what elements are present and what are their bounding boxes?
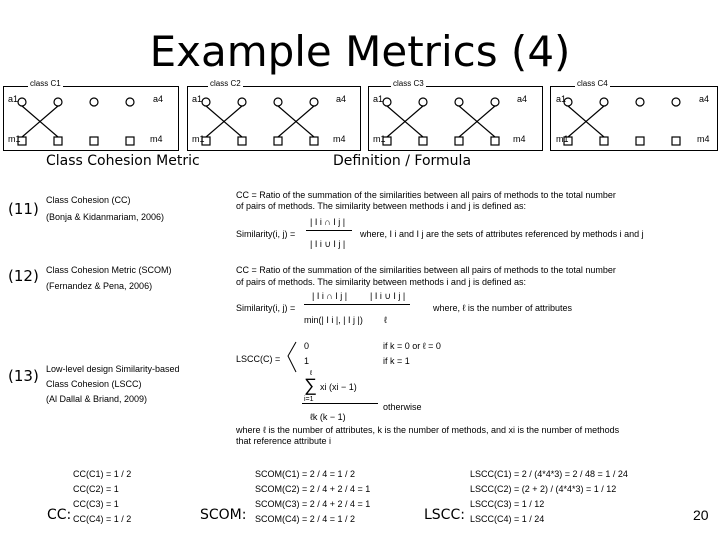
method-label-m1: m1 (373, 134, 386, 144)
method-label-m4: m4 (697, 134, 710, 144)
sum-lower: i=1 (304, 396, 314, 403)
result-value: LSCC(C1) = 2 / (4*4*3) = 2 / 48 = 1 / 24 (470, 469, 628, 479)
definition-line: CC = Ratio of the summation of the similarities between all pairs of methods to the total number (236, 265, 616, 275)
result-value: CC(C3) = 1 (73, 499, 119, 509)
scom-result-label: SCOM: (200, 507, 247, 523)
formula-where: where ℓ is the number of attributes, k is the number of methods, and xi is the number of methods (236, 425, 620, 435)
result-value: CC(C2) = 1 (73, 484, 119, 494)
result-value: SCOM(C4) = 2 / 4 = 1 / 2 (255, 514, 356, 524)
formula-where: where, ℓ is the number of attributes (433, 303, 572, 313)
method-label-m4: m4 (150, 134, 163, 144)
case-condition: otherwise (383, 402, 422, 412)
result-value: CC(C4) = 1 / 2 (73, 514, 132, 524)
formula-numerator: | I i ∩ I j | (312, 291, 348, 301)
formula-where: that reference attribute i (236, 436, 332, 446)
metric-reference: (Bonja & Kidanmariam, 2006) (46, 212, 165, 222)
sum-term: xi (xi − 1) (320, 382, 357, 392)
metric-reference: (Fernandez & Pena, 2006) (46, 281, 153, 291)
page-number: 20 (693, 507, 709, 523)
method-label-m1: m1 (556, 134, 569, 144)
class-label: class C1 (30, 79, 61, 88)
case-condition: if k = 0 or ℓ = 0 (383, 341, 441, 351)
metric-column-header: Class Cohesion Metric (46, 153, 200, 169)
similarity-label: Similarity(i, j) = (236, 229, 296, 239)
lscc-lhs: LSCC(C) = (236, 354, 281, 364)
cc-result-label: CC: (47, 507, 72, 523)
slide-title: Example Metrics (4) (149, 27, 571, 76)
sum-symbol-icon: ∑ (304, 375, 317, 395)
class-label: class C3 (393, 79, 424, 88)
class-label: class C4 (577, 79, 608, 88)
attr-label-a1: a1 (556, 94, 567, 104)
row-number: (12) (8, 267, 39, 285)
result-value: SCOM(C2) = 2 / 4 + 2 / 4 = 1 (255, 484, 371, 494)
formula-where: where, I i and I j are the sets of attributes referenced by methods i and j (360, 229, 644, 239)
method-label-m4: m4 (333, 134, 346, 144)
case-condition: if k = 1 (383, 356, 410, 366)
result-value: LSCC(C3) = 1 / 12 (470, 499, 545, 509)
sum-denominator: ℓk (k − 1) (310, 412, 346, 422)
case-value: 1 (304, 356, 310, 366)
attr-label-a1: a1 (373, 94, 384, 104)
definition-line: of pairs of methods. The similarity between methods i and j is defined as: (236, 277, 526, 287)
formula-numerator: | I i ∪ I j | (370, 291, 406, 301)
row-number: (13) (8, 367, 39, 385)
attr-label-a4: a4 (336, 94, 347, 104)
attr-label-a4: a4 (517, 94, 528, 104)
attr-label-a4: a4 (153, 94, 164, 104)
method-label-m4: m4 (513, 134, 526, 144)
attr-label-a1: a1 (8, 94, 19, 104)
formula-denominator: min(| I i |, | I j |) (304, 315, 363, 325)
result-value: SCOM(C1) = 2 / 4 = 1 / 2 (255, 469, 356, 479)
similarity-label: Similarity(i, j) = (236, 303, 296, 313)
result-value: CC(C1) = 1 / 2 (73, 469, 132, 479)
formula-numerator: | I i ∩ I j | (310, 217, 346, 227)
metric-name: Class Cohesion Metric (SCOM) (46, 265, 172, 275)
definition-line: of pairs of methods. The similarity between methods i and j is defined as: (236, 201, 526, 211)
metric-name: Class Cohesion (CC) (46, 195, 131, 205)
result-value: SCOM(C3) = 2 / 4 + 2 / 4 = 1 (255, 499, 371, 509)
formula-denominator: ℓ (384, 315, 387, 325)
definition-line: CC = Ratio of the summation of the similarities between all pairs of methods to the total number (236, 190, 616, 200)
result-value: LSCC(C4) = 1 / 24 (470, 514, 545, 524)
metric-name: Low-level design Similarity-based (46, 364, 180, 374)
sum-upper: ℓ (310, 370, 313, 377)
class-label: class C2 (210, 79, 241, 88)
method-label-m1: m1 (192, 134, 205, 144)
attr-label-a1: a1 (192, 94, 203, 104)
attr-label-a4: a4 (699, 94, 710, 104)
result-value: LSCC(C2) = (2 + 2) / (4*4*3) = 1 / 12 (470, 484, 617, 494)
case-value: 0 (304, 341, 310, 351)
row-number: (11) (8, 200, 39, 218)
lscc-result-label: LSCC: (424, 507, 465, 523)
definition-column-header: Definition / Formula (333, 153, 472, 169)
metric-name: Class Cohesion (LSCC) (46, 379, 142, 389)
formula-denominator: | I i ∪ I j | (310, 239, 346, 249)
method-label-m1: m1 (8, 134, 21, 144)
metric-reference: (Al Dallal & Briand, 2009) (46, 394, 148, 404)
